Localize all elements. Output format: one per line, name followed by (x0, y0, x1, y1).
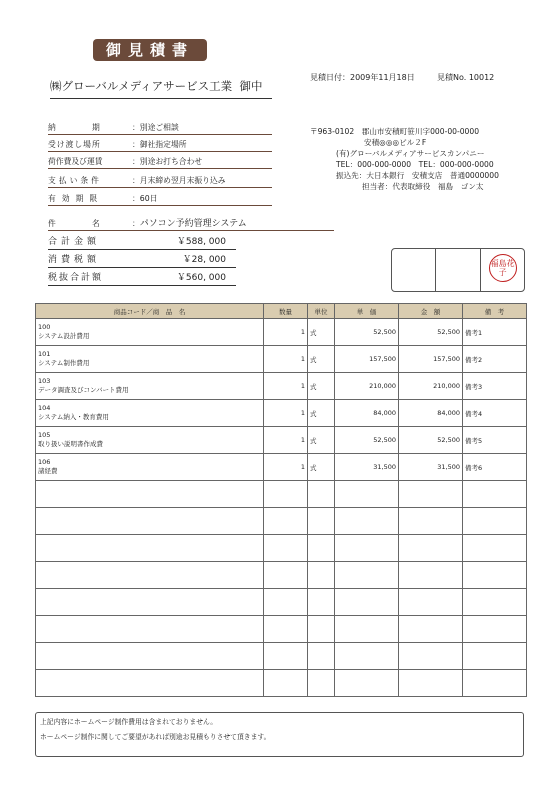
stamp-cell (436, 249, 480, 291)
table-header-row (36, 304, 527, 319)
amount-cell: 31,500 (399, 454, 463, 481)
note-cell: 備考2 (463, 346, 527, 373)
price-cell: 31,500 (335, 454, 399, 481)
amount-tax (48, 253, 236, 268)
company-name: (有)グローバルメディアサービスカンパニー (336, 149, 485, 158)
amount-value: ￥588, 000 (176, 237, 226, 247)
stamp-box (391, 248, 525, 292)
estimate-number: 見積No. 10012 (437, 73, 495, 82)
unit-cell: 式 (308, 319, 335, 346)
product-code: 100 (38, 323, 51, 331)
field-label: 荷作費及び運賃 (48, 157, 103, 166)
qty-cell: 1 (264, 319, 308, 346)
table-row-empty (36, 643, 527, 670)
seal-stamp: 福島花子 (489, 254, 517, 282)
note-cell: 備考5 (463, 427, 527, 454)
unit-cell: 式 (308, 454, 335, 481)
recipient (50, 78, 272, 99)
subject-value: パソコン予約管理システム (139, 219, 247, 229)
price-cell: 52,500 (335, 319, 399, 346)
field-label: 受け渡し場所 (48, 140, 101, 149)
qty-cell: 1 (264, 346, 308, 373)
amount-value: ￥28, 000 (182, 255, 226, 265)
field-value: 60日 (139, 194, 158, 203)
table-row-empty (36, 508, 527, 535)
company-address: 〒963-0102 郡山市安積町笹川字000-00-0000 (310, 127, 480, 136)
product-code: 103 (38, 377, 51, 385)
price-cell: 157,500 (335, 346, 399, 373)
product-code: 106 (38, 458, 51, 466)
unit-cell: 式 (308, 346, 335, 373)
document-title: 御見積書 (93, 39, 207, 61)
field-value: 月末締め翌月末振り込み (139, 176, 226, 185)
amount-label: 税抜合計額 (48, 273, 104, 283)
qty-cell: 1 (264, 400, 308, 427)
unit-cell: 式 (308, 400, 335, 427)
qty-cell: 1 (264, 427, 308, 454)
table-row-empty (36, 535, 527, 562)
product-code: 105 (38, 431, 51, 439)
table-row (36, 454, 527, 481)
product-cell (36, 400, 264, 427)
product-cell (36, 346, 264, 373)
stamp-cell (481, 249, 524, 291)
product-cell (36, 427, 264, 454)
table-row (36, 346, 527, 373)
unit-cell: 式 (308, 373, 335, 400)
product-name: システム設計費用 (38, 332, 90, 340)
header-qty: 数量 (264, 304, 308, 319)
amount-cell: 157,500 (399, 346, 463, 373)
field-label: 支払い条件 (48, 176, 102, 185)
field-value: 御社指定場所 (139, 140, 187, 149)
items-table (35, 303, 527, 697)
table-row (36, 319, 527, 346)
amount-cell: 52,500 (399, 319, 463, 346)
product-name: システム納入・教育費用 (38, 413, 109, 421)
header-unit: 単位 (308, 304, 335, 319)
product-cell (36, 454, 264, 481)
field-payment: 支払い条件 ：月末締め翌月末振り込み (48, 175, 272, 188)
recipient-honorific: 御中 (239, 79, 263, 93)
product-code: 101 (38, 350, 51, 358)
field-value: 別途ご相談 (139, 123, 179, 132)
price-cell: 84,000 (335, 400, 399, 427)
header-amount: 金 額 (399, 304, 463, 319)
product-code: 104 (38, 404, 51, 412)
table-row-empty (36, 589, 527, 616)
table-row (36, 373, 527, 400)
company-tel: TEL：000-000-0000 TEL：000-000-0000 (336, 160, 494, 169)
table-row (36, 427, 527, 454)
amount-total (48, 235, 236, 250)
field-delivery-place: 受け渡し場所 ：御社指定場所 (48, 139, 272, 152)
amount-cell: 84,000 (399, 400, 463, 427)
field-label: 納 期 (48, 123, 101, 132)
field-delivery-date: 納 期 ：別途ご相談 (48, 122, 272, 135)
header-price: 単 価 (335, 304, 399, 319)
note-cell: 備考6 (463, 454, 527, 481)
amount-label: 消費税額 (48, 255, 101, 265)
qty-cell: 1 (264, 373, 308, 400)
company-building: 安積◎◎◎ビル２F (364, 138, 427, 147)
table-row-empty (36, 670, 527, 697)
stamp-cell (392, 249, 436, 291)
estimate-date: 見積日付：2009年11月18日 (310, 73, 415, 82)
product-cell (36, 319, 264, 346)
header-note: 備 考 (463, 304, 527, 319)
subject-label: 件 名 (48, 219, 101, 228)
amount-label: 合計金額 (48, 237, 101, 247)
amount-cell: 52,500 (399, 427, 463, 454)
amount-cell: 210,000 (399, 373, 463, 400)
product-name: 諸経費 (38, 467, 58, 475)
remarks-box (35, 712, 524, 757)
note-cell: 備考3 (463, 373, 527, 400)
table-row-empty (36, 481, 527, 508)
amount-value: ￥560, 000 (176, 273, 226, 283)
note-cell: 備考1 (463, 319, 527, 346)
company-bank: 振込先：大日本銀行 安積支店 普通0000000 (336, 171, 499, 180)
price-cell: 210,000 (335, 373, 399, 400)
note-cell: 備考4 (463, 400, 527, 427)
field-value: 別途お打ち合わせ (139, 157, 203, 166)
recipient-name: ㈱グローバルメディアサービス工業 (50, 79, 233, 93)
product-name: システム制作費用 (38, 359, 90, 367)
company-contact: 担当者：代表取締役 福島 ゴン太 (362, 182, 484, 191)
amount-pretax (48, 271, 236, 286)
product-name: 取り扱い説明書作成費 (38, 440, 103, 448)
field-label: 有効期限 (48, 194, 104, 203)
table-row-empty (36, 616, 527, 643)
field-shipping: 荷作費及び運賃 ：別途お打ち合わせ (48, 156, 272, 169)
product-name: データ調査及びコンバート費用 (38, 386, 129, 394)
company-info (310, 126, 499, 192)
unit-cell: 式 (308, 427, 335, 454)
table-row-empty (36, 562, 527, 589)
remark-line: 上記内容にホームページ制作費用は含まれておりません。 (40, 718, 217, 726)
price-cell: 52,500 (335, 427, 399, 454)
table-row (36, 400, 527, 427)
remark-line: ホームページ制作に関してご要望があれば別途お見積もりさせて頂きます。 (40, 733, 271, 741)
qty-cell: 1 (264, 454, 308, 481)
product-cell (36, 373, 264, 400)
field-subject: 件 名 ：パソコン予約管理システム (48, 218, 334, 231)
field-validity: 有効期限 ：60日 (48, 193, 272, 206)
header-product: 商品コード／商 品 名 (36, 304, 264, 319)
